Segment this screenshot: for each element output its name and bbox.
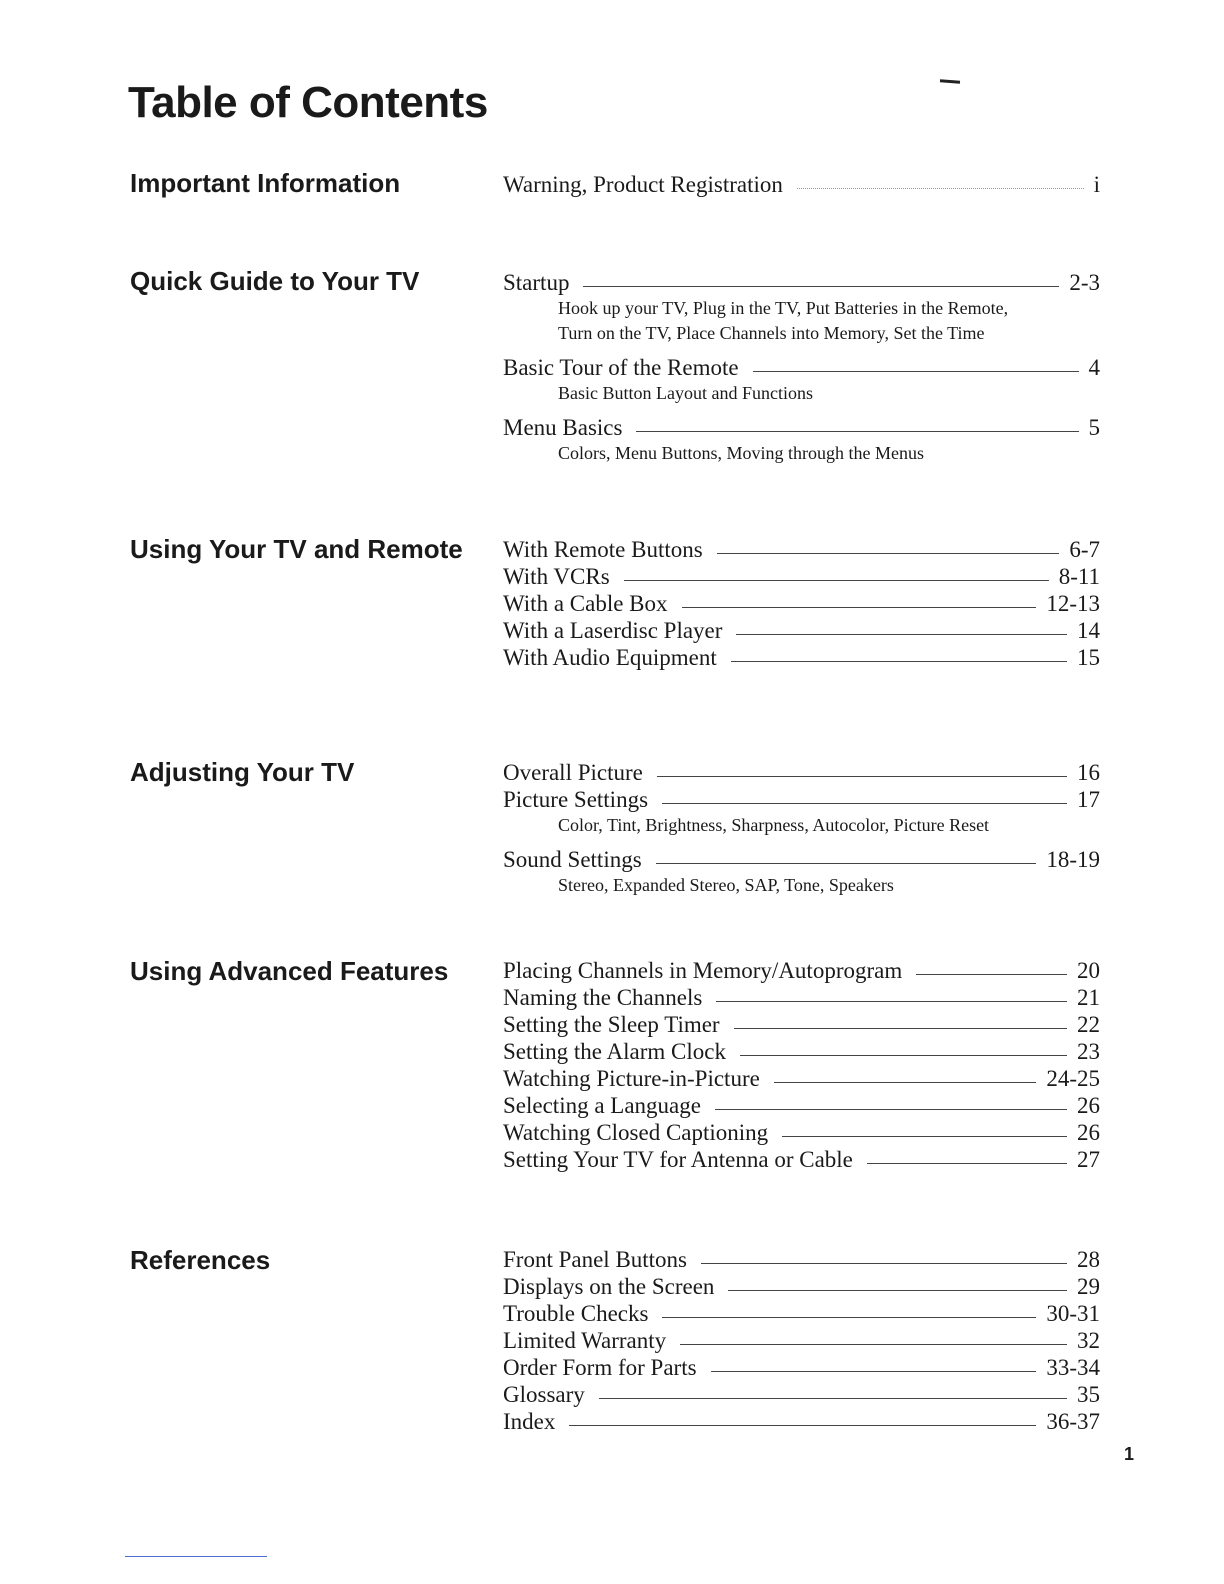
dot-leader	[717, 553, 1060, 554]
toc-entry-description: Colors, Menu Buttons, Moving through the Menus	[558, 443, 925, 463]
toc-entry[interactable]	[503, 617, 1100, 644]
toc-entry[interactable]	[503, 1381, 1100, 1408]
dot-leader	[753, 371, 1079, 372]
toc-entry-description: Stereo, Expanded Stereo, SAP, Tone, Speakers	[558, 875, 894, 895]
toc-entry-page[interactable]: 30-31	[1046, 1301, 1100, 1326]
toc-entry-title[interactable]: Watching Picture-in-Picture	[503, 1066, 760, 1091]
toc-entry-page[interactable]: 8-11	[1058, 564, 1100, 589]
toc-entry-page[interactable]: 33-34	[1046, 1355, 1100, 1380]
section-heading-advanced-features: Using Advanced Features	[130, 956, 449, 986]
toc-entry-page[interactable]: 26	[1077, 1120, 1100, 1145]
toc-entry-title[interactable]: Picture Settings	[503, 787, 649, 812]
toc-entry-title[interactable]: With Audio Equipment	[503, 645, 717, 670]
toc-entry-page[interactable]: 28	[1077, 1247, 1100, 1272]
toc-entry-page[interactable]: 14	[1077, 618, 1100, 643]
toc-entry[interactable]	[503, 786, 1100, 838]
dot-leader	[624, 580, 1049, 581]
dot-leader	[656, 863, 1037, 864]
section-heading-important-information: Important Information	[130, 168, 401, 198]
toc-entry-page[interactable]: 21	[1077, 985, 1100, 1010]
toc-entry-page[interactable]: 17	[1077, 787, 1100, 812]
dot-leader	[716, 1001, 1067, 1002]
toc-entry[interactable]	[503, 957, 1100, 984]
toc-entry-page[interactable]: 36-37	[1046, 1409, 1100, 1434]
toc-entry[interactable]	[503, 1408, 1100, 1435]
toc-entry-title[interactable]: Watching Closed Captioning	[503, 1120, 769, 1145]
toc-entry-page[interactable]: 27	[1077, 1147, 1100, 1172]
toc-entry[interactable]	[503, 354, 1100, 406]
toc-entry-page[interactable]: 24-25	[1046, 1066, 1100, 1091]
section-heading-adjusting-tv: Adjusting Your TV	[130, 757, 355, 787]
toc-entry-page[interactable]: 15	[1077, 645, 1100, 670]
section-heading-references: References	[130, 1245, 271, 1275]
dot-leader	[774, 1082, 1037, 1083]
dot-leader	[728, 1290, 1067, 1291]
dot-leader	[731, 661, 1067, 662]
toc-entry[interactable]	[503, 759, 1100, 786]
toc-entry-title[interactable]: Setting the Sleep Timer	[503, 1012, 720, 1037]
toc-entry[interactable]	[503, 1146, 1100, 1173]
toc-entry[interactable]	[503, 1092, 1100, 1119]
toc-entry-title[interactable]: Warning, Product Registration	[503, 172, 783, 197]
toc-entry-title[interactable]: Displays on the Screen	[503, 1274, 715, 1299]
toc-entry[interactable]	[503, 536, 1100, 563]
section-entries-using-tv-remote	[503, 536, 1100, 671]
toc-entry-description: Turn on the TV, Place Channels into Memory, Set the Time	[558, 323, 985, 343]
toc-entry-description: Color, Tint, Brightness, Sharpness, Autocolor, Picture Reset	[558, 815, 990, 835]
dot-leader	[701, 1263, 1067, 1264]
page-number: 1	[1124, 1444, 1135, 1464]
toc-entry-title[interactable]: Placing Channels in Memory/Autoprogram	[503, 958, 903, 983]
toc-entry[interactable]	[503, 1327, 1100, 1354]
toc-entry[interactable]	[503, 1273, 1100, 1300]
toc-entry[interactable]	[503, 1300, 1100, 1327]
dot-leader	[797, 188, 1084, 189]
toc-entry[interactable]	[503, 1246, 1100, 1273]
section-entries-quick-guide	[503, 269, 1100, 466]
dot-leader	[569, 1425, 1036, 1426]
section-entries-advanced-features	[503, 957, 1100, 1173]
toc-entry-title[interactable]: Menu Basics	[503, 415, 623, 440]
toc-entry-title[interactable]: Startup	[503, 270, 570, 295]
toc-entry-page[interactable]: 12-13	[1046, 591, 1100, 616]
toc-entry-page[interactable]: 2-3	[1069, 270, 1100, 295]
toc-entry-title[interactable]: Order Form for Parts	[503, 1355, 697, 1380]
toc-entry[interactable]	[503, 563, 1100, 590]
section-entries-adjusting-tv	[503, 759, 1100, 898]
dot-leader	[715, 1109, 1067, 1110]
dot-leader	[662, 803, 1067, 804]
toc-entry-page[interactable]: 5	[1088, 415, 1100, 440]
toc-entry-title[interactable]: Limited Warranty	[503, 1328, 667, 1353]
toc-entry-title[interactable]: With a Cable Box	[503, 591, 668, 616]
toc-entry-page[interactable]: 29	[1077, 1274, 1100, 1299]
dot-leader	[682, 607, 1037, 608]
dot-leader	[680, 1344, 1067, 1345]
dot-leader	[782, 1136, 1067, 1137]
toc-entry[interactable]	[503, 590, 1100, 617]
dot-leader	[740, 1055, 1067, 1056]
toc-entry[interactable]	[503, 171, 1100, 198]
toc-entry[interactable]	[503, 984, 1100, 1011]
dot-leader	[736, 634, 1067, 635]
toc-entry-title[interactable]: Sound Settings	[503, 847, 642, 872]
toc-entry[interactable]	[503, 1011, 1100, 1038]
scan-mark	[940, 79, 960, 83]
footer-rule	[125, 1556, 267, 1557]
section-heading-quick-guide: Quick Guide to Your TV	[130, 266, 420, 296]
toc-entry-page[interactable]: 18-19	[1046, 847, 1100, 872]
dot-leader	[662, 1317, 1036, 1318]
dot-leader	[636, 431, 1078, 432]
toc-entry[interactable]	[503, 1119, 1100, 1146]
toc-entry[interactable]	[503, 644, 1100, 671]
toc-entry-title[interactable]: Glossary	[503, 1382, 585, 1407]
toc-entry-page[interactable]: 23	[1077, 1039, 1100, 1064]
toc-entry[interactable]	[503, 269, 1100, 346]
dot-leader	[867, 1163, 1067, 1164]
toc-entry[interactable]	[503, 414, 1100, 466]
toc-entry-description: Basic Button Layout and Functions	[558, 383, 813, 403]
toc-entry-description: Hook up your TV, Plug in the TV, Put Batteries in the Remote,	[558, 298, 1009, 318]
toc-entry-page[interactable]: 22	[1077, 1012, 1100, 1037]
section-entries-important-information	[503, 171, 1100, 198]
dot-leader	[599, 1398, 1067, 1399]
toc-entry-title[interactable]: With Remote Buttons	[503, 537, 703, 562]
section-heading-using-tv-remote: Using Your TV and Remote	[130, 534, 463, 564]
toc-entry-title[interactable]: Setting the Alarm Clock	[503, 1039, 726, 1064]
toc-entry-title[interactable]: With VCRs	[503, 564, 610, 589]
page-title: Table of Contents	[128, 78, 488, 127]
toc-entry-title[interactable]: Trouble Checks	[503, 1301, 649, 1326]
toc-entry[interactable]	[503, 846, 1100, 898]
toc-entry[interactable]	[503, 1354, 1100, 1381]
toc-entry-page[interactable]: i	[1093, 172, 1100, 197]
toc-entry-page[interactable]: 32	[1077, 1328, 1100, 1353]
toc-entry-page[interactable]: 20	[1077, 958, 1100, 983]
toc-entry-page[interactable]: 35	[1077, 1382, 1100, 1407]
toc-entry[interactable]	[503, 1038, 1100, 1065]
toc-entry-title[interactable]: Front Panel Buttons	[503, 1247, 688, 1272]
dot-leader	[711, 1371, 1037, 1372]
toc-entry-page[interactable]: 16	[1077, 760, 1100, 785]
toc-entry-title[interactable]: Naming the Channels	[503, 985, 703, 1010]
toc-entry-title[interactable]: With a Laserdisc Player	[503, 618, 723, 643]
toc-entry-title[interactable]: Basic Tour of the Remote	[503, 355, 739, 380]
toc-entry-page[interactable]: 26	[1077, 1093, 1100, 1118]
dot-leader	[657, 776, 1067, 777]
toc-entry-title[interactable]: Overall Picture	[503, 760, 643, 785]
dot-leader	[583, 286, 1059, 287]
toc-entry-title[interactable]: Index	[503, 1409, 556, 1434]
toc-entry[interactable]	[503, 1065, 1100, 1092]
dot-leader	[734, 1028, 1067, 1029]
toc-entry-title[interactable]: Setting Your TV for Antenna or Cable	[503, 1147, 853, 1172]
dot-leader	[916, 974, 1067, 975]
toc-entry-page[interactable]: 6-7	[1069, 537, 1100, 562]
toc-entry-title[interactable]: Selecting a Language	[503, 1093, 701, 1118]
toc-entry-page[interactable]: 4	[1088, 355, 1100, 380]
section-entries-references	[503, 1246, 1100, 1435]
